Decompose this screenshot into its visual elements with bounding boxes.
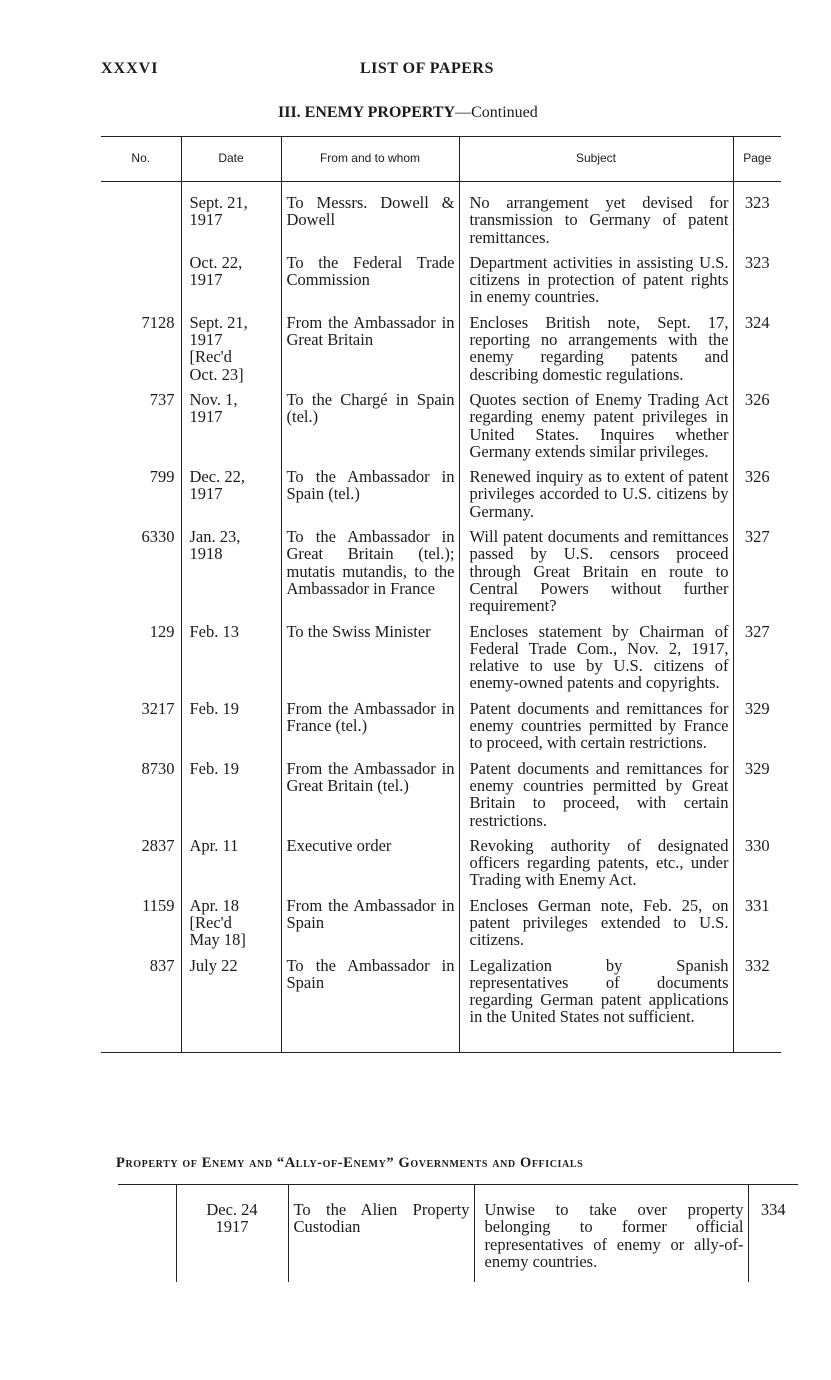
cell-from: To the Federal Trade Commission: [281, 254, 459, 314]
table-row: [101, 468, 781, 528]
column-header-subject: Subject: [459, 137, 733, 182]
table-row: [101, 760, 781, 837]
cell-no: 6330: [141, 527, 175, 547]
cell-subject: No arrangement yet devised for transmission to Germany of patent remittances.: [459, 182, 733, 254]
cell-page: 334: [748, 1185, 798, 1283]
government-property-table: [118, 1184, 798, 1282]
cell-page: 329: [733, 760, 781, 837]
cell-date: [176, 1185, 288, 1283]
cell-page: 332: [733, 957, 781, 1034]
date-line: May 18]: [189, 930, 246, 950]
cell-no: 2837: [141, 835, 175, 855]
section-title-suffix: —Continued: [455, 104, 538, 121]
cell-no: 7128: [141, 312, 175, 332]
cell-date: [181, 314, 281, 391]
cell-subject: Renewed inquiry as to extent of patent privileges accorded to U.S. citizens by Germany.: [459, 468, 733, 528]
table-row: [101, 623, 781, 700]
date-line: Sept. 21,: [189, 312, 248, 332]
cell-subject: Will patent documents and remittances passed by U.S. censors proceed through Great Britain en route to Central Powers without further requirement?: [459, 528, 733, 622]
date-line: [Rec'd: [189, 347, 232, 367]
cell-no: [101, 182, 181, 254]
date-line: Sept. 21,: [189, 193, 248, 212]
cell-from: Executive order: [281, 837, 459, 897]
date-line: Feb. 19: [189, 758, 239, 778]
date-line: 1917: [189, 210, 223, 230]
table-header-row: [101, 137, 781, 182]
cell-no: 8730: [141, 758, 175, 778]
cell-subject: Legalization by Spanish representatives of documents regarding German patent applications in the United States not sufficient.: [459, 957, 733, 1034]
papers-table-body: [101, 182, 781, 1053]
cell-date: [181, 700, 281, 760]
table-row: [101, 528, 781, 622]
date-line: Apr. 11: [189, 835, 239, 855]
page-number: XXXVI: [101, 60, 159, 77]
cell-date: [181, 623, 281, 700]
cell-no: 3217: [141, 698, 175, 718]
cell-subject: Encloses British note, Sept. 17, reporting no arrangements with the enemy regarding patents and describing domestic regulations.: [459, 314, 733, 391]
cell-date: [181, 897, 281, 957]
cell-page: 323: [733, 254, 781, 314]
empty-cell: [459, 1034, 733, 1053]
cell-from: To the Swiss Minister: [281, 623, 459, 700]
cell-subject: Encloses statement by Chairman of Federal Trade Com., Nov. 2, 1917, relative to use by U.S. citizens of enemy-owned patents and copyrights.: [459, 623, 733, 700]
cell-subject: Unwise to take over property belonging to former official representatives of enemy or ally-of-enemy countries.: [474, 1185, 748, 1283]
date-line: Apr. 18: [189, 895, 239, 915]
cell-page: 326: [733, 468, 781, 528]
column-header-date: Date: [181, 137, 281, 182]
table-row: [101, 314, 781, 391]
table-row: [101, 182, 781, 254]
cell-from: To the Ambassador in Great Britain (tel.); mutatis mutandis, to the Ambassador in France: [281, 528, 459, 622]
papers-table: [101, 136, 781, 1053]
table-row: [101, 957, 781, 1034]
date-line: Oct. 22,: [189, 252, 243, 272]
empty-cell: [101, 1034, 181, 1053]
cell-subject: Patent documents and remittances for enemy countries permitted by Great Britain to proceed, with certain restrictions.: [459, 760, 733, 837]
table-row: [101, 837, 781, 897]
cell-date: [181, 391, 281, 468]
table-row: [101, 391, 781, 468]
cell-from: To the Ambassador in Spain: [281, 957, 459, 1034]
date-line: 1917: [189, 407, 223, 427]
cell-from: To the Alien Property Custodian: [288, 1185, 474, 1283]
cell-from: To the Chargé in Spain (tel.): [281, 391, 459, 468]
date-line: Jan. 23,: [189, 527, 241, 547]
date-line: Feb. 19: [189, 698, 239, 718]
empty-cell: [733, 1034, 781, 1053]
cell-subject: Patent documents and remittances for enemy countries permitted by France to proceed, with certain restrictions.: [459, 700, 733, 760]
cell-date: [181, 957, 281, 1034]
cell-from: From the Ambassador in France (tel.): [281, 700, 459, 760]
date-line: Dec. 24: [206, 1200, 258, 1219]
cell-page: 329: [733, 700, 781, 760]
table-row: [101, 254, 781, 314]
table-row: [118, 1185, 798, 1283]
cell-date: [181, 528, 281, 622]
column-header-page: Page: [733, 137, 781, 182]
date-line: 1918: [189, 544, 223, 564]
cell-from: To Messrs. Dowell & Dowell: [281, 182, 459, 254]
cell-no: 799: [149, 467, 175, 487]
cell-no: 737: [149, 389, 175, 409]
section-title-main: III. ENEMY PROPERTY: [278, 104, 456, 121]
cell-no: [101, 254, 181, 314]
cell-page: 323: [733, 182, 781, 254]
cell-date: [181, 837, 281, 897]
cell-from: From the Ambassador in Great Britain (tel.): [281, 760, 459, 837]
subsection-heading: Property of Enemy and “Ally-of-Enemy” Governments and Officials: [116, 1155, 584, 1171]
date-line: July 22: [189, 955, 238, 975]
cell-subject: Quotes section of Enemy Trading Act regarding enemy patent privileges in United States. Inquires whether Germany extends similar privileges.: [459, 391, 733, 468]
empty-cell: [281, 1034, 459, 1053]
date-line: 1917: [189, 330, 223, 350]
cell-page: 327: [733, 528, 781, 622]
cell-no: [118, 1185, 176, 1283]
date-line: 1917: [215, 1217, 249, 1237]
column-header-no: No.: [101, 137, 181, 182]
table-filler-row: [101, 1034, 781, 1053]
cell-from: From the Ambassador in Great Britain: [281, 314, 459, 391]
cell-page: 331: [733, 897, 781, 957]
cell-date: [181, 182, 281, 254]
date-line: [Rec'd: [189, 912, 232, 932]
cell-no: 837: [149, 955, 175, 975]
cell-from: From the Ambassador in Spain: [281, 897, 459, 957]
cell-page: 330: [733, 837, 781, 897]
column-header-from: From and to whom: [281, 137, 459, 182]
cell-subject: Encloses German note, Feb. 25, on patent privileges extended to U.S. citizens.: [459, 897, 733, 957]
date-line: Oct. 23]: [189, 364, 244, 384]
cell-subject: Department activities in assisting U.S. citizens in protection of patent rights in enemy countries.: [459, 254, 733, 314]
cell-no: 129: [149, 621, 175, 641]
running-title: LIST OF PAPERS: [360, 60, 494, 77]
date-line: Dec. 22,: [189, 467, 245, 487]
cell-date: [181, 468, 281, 528]
table-row: [101, 897, 781, 957]
cell-from: To the Ambassador in Spain (tel.): [281, 468, 459, 528]
cell-page: 327: [733, 623, 781, 700]
date-line: Nov. 1,: [189, 389, 238, 409]
cell-page: 326: [733, 391, 781, 468]
date-line: 1917: [189, 484, 223, 504]
cell-no: 1159: [142, 895, 175, 915]
section-title: [278, 104, 538, 122]
date-line: Feb. 13: [189, 621, 239, 641]
cell-page: 324: [733, 314, 781, 391]
cell-date: [181, 254, 281, 314]
date-line: 1917: [189, 270, 223, 290]
table-row: [101, 700, 781, 760]
empty-cell: [181, 1034, 281, 1053]
cell-subject: Revoking authority of designated officers regarding patents, etc., under Trading with Enemy Act.: [459, 837, 733, 897]
cell-date: [181, 760, 281, 837]
